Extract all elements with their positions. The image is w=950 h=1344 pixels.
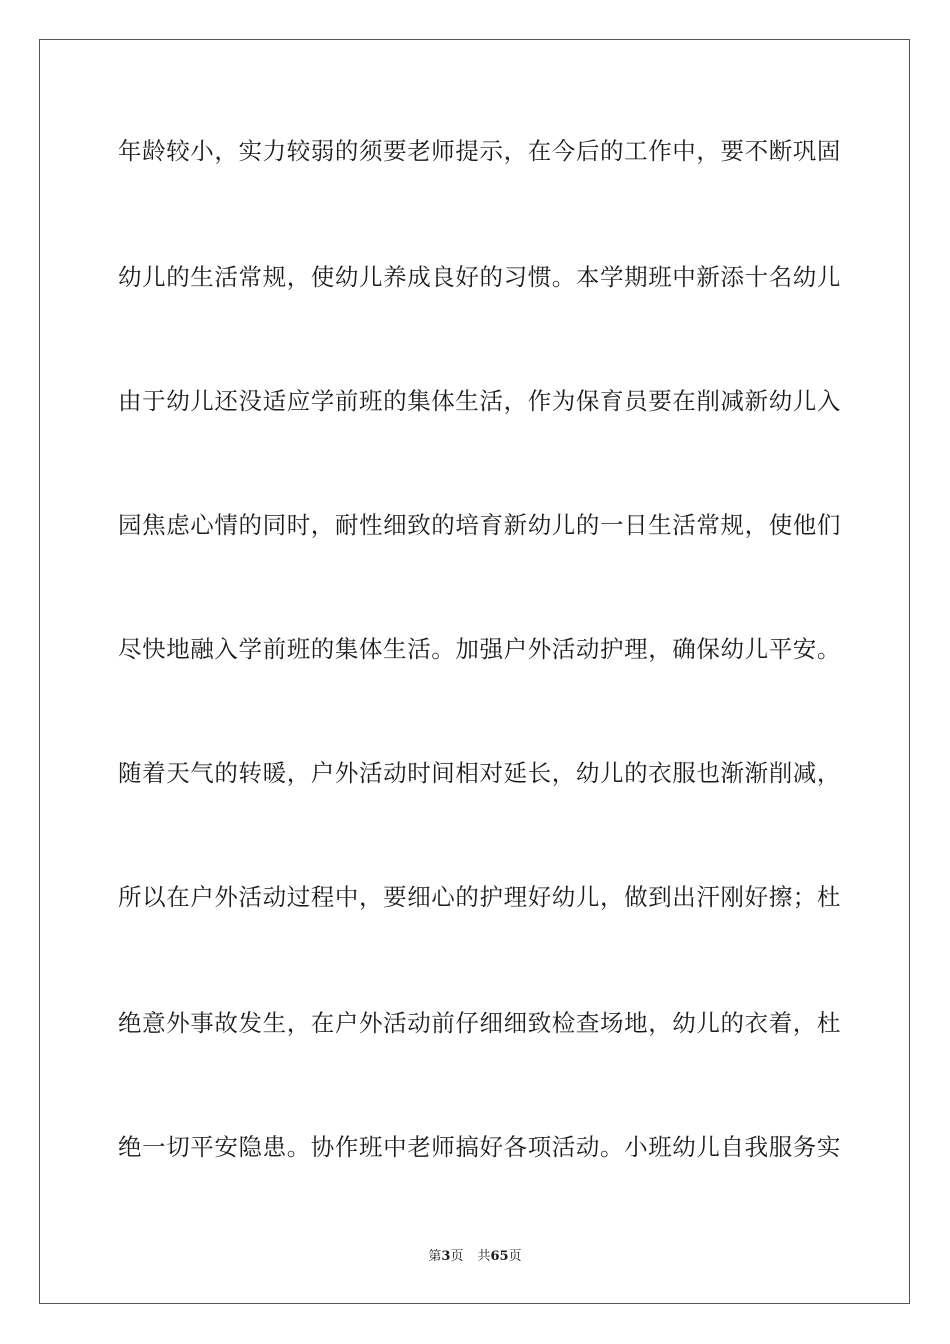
page-number: 3 xyxy=(441,1249,451,1264)
text-line: 由于幼儿还没适应学前班的集体生活，作为保育员要在削减新幼儿入 xyxy=(118,387,841,415)
text-line: 随着天气的转暖，户外活动时间相对延长，幼儿的衣服也渐渐削减， xyxy=(118,759,841,787)
total-prefix: 共 xyxy=(477,1249,491,1264)
text-line: 尽快地融入学前班的集体生活。加强户外活动护理，确保幼儿平安。 xyxy=(118,635,841,663)
page-footer xyxy=(0,1248,950,1266)
total-pages: 65 xyxy=(490,1249,509,1264)
text-line: 所以在户外活动过程中，要细心的护理好幼儿，做到出汗刚好擦；杜 xyxy=(118,883,841,911)
text-line: 绝一切平安隐患。协作班中老师搞好各项活动。小班幼儿自我服务实 xyxy=(118,1133,841,1161)
total-suffix: 页 xyxy=(508,1249,522,1264)
page-suffix: 页 xyxy=(450,1249,464,1264)
text-line: 年龄较小，实力较弱的须要老师提示，在今后的工作中，要不断巩固 xyxy=(118,137,841,165)
text-line: 绝意外事故发生，在户外活动前仔细细致检查场地，幼儿的衣着，杜 xyxy=(118,1009,841,1037)
page-prefix: 第 xyxy=(428,1249,442,1264)
text-line: 园焦虑心情的同时，耐性细致的培育新幼儿的一日生活常规，使他们 xyxy=(118,511,841,539)
page-border xyxy=(39,39,910,1304)
text-line: 幼儿的生活常规，使幼儿养成良好的习惯。本学期班中新添十名幼儿 xyxy=(118,263,841,291)
